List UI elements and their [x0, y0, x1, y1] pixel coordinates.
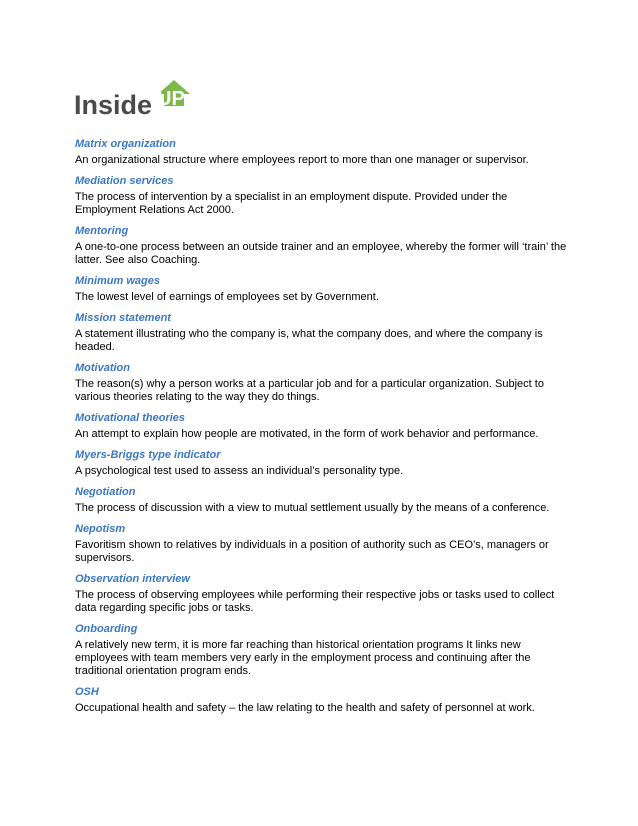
glossary-term: Myers-Briggs type indicator	[75, 449, 221, 461]
logo-text-main: Inside	[74, 90, 153, 120]
glossary-term: Matrix organization	[75, 138, 176, 150]
glossary-term: Motivation	[75, 362, 130, 374]
glossary-definition: The process of observing employees while performing their respective jobs or tasks used to collect data regarding specific jobs or tasks.	[75, 589, 555, 614]
glossary-term: Motivational theories	[75, 412, 186, 424]
glossary-definition: An organizational structure where employees report to more than one manager or supervisor.	[75, 154, 529, 166]
glossary-definition: Favoritism shown to relatives by individuals in a position of authority such as CEO’s, managers or supervisors.	[75, 539, 549, 564]
glossary-definition: The reason(s) why a person works at a particular job and for a particular organization. Subject to various theories relating to the way they do things.	[75, 378, 544, 403]
glossary-term: Nepotism	[75, 523, 126, 535]
glossary-definition: Occupational health and safety – the law relating to the health and safety of personnel at work.	[75, 702, 535, 714]
glossary-entry	[75, 274, 570, 304]
insideup-logo	[74, 78, 198, 124]
glossary-definition: The lowest level of earnings of employees set by Government.	[75, 291, 379, 303]
glossary-definition: A psychological test used to assess an individual’s personality type.	[75, 465, 404, 477]
glossary-term: Mediation services	[75, 175, 174, 187]
glossary-definition: The process of intervention by a specialist in an employment dispute. Provided under the Employment Relations Act 2000.	[75, 191, 508, 216]
glossary-entry	[75, 224, 570, 267]
logo-text-accent: UP	[157, 88, 185, 110]
glossary-entry	[75, 572, 570, 615]
glossary-entry	[75, 174, 570, 217]
glossary-definition: An attempt to explain how people are motivated, in the form of work behavior and performance.	[75, 428, 539, 440]
glossary-entry	[75, 137, 570, 167]
glossary-entry	[75, 311, 570, 354]
glossary-entry	[75, 622, 570, 678]
glossary-entry	[75, 485, 570, 515]
glossary-definition: A one-to-one process between an outside trainer and an employee, whereby the former will ‘train’ the latter. See also Coaching.	[75, 241, 567, 266]
glossary-definition: A relatively new term, it is more far reaching than historical orientation programs It links new employees with team members very early in the employment process and continuing after the traditional orientation program ends.	[75, 639, 531, 677]
glossary-entry	[75, 685, 570, 715]
glossary-term: Minimum wages	[75, 275, 160, 287]
glossary-term: OSH	[75, 686, 99, 698]
glossary-entry	[75, 361, 570, 404]
insideup-logo-graphic	[74, 78, 198, 124]
glossary-definition: A statement illustrating who the company is, what the company does, and where the company is headed.	[75, 328, 543, 353]
glossary-term: Onboarding	[75, 623, 138, 635]
glossary-definition: The process of discussion with a view to mutual settlement usually by the means of a conference.	[75, 502, 550, 514]
glossary-term: Observation interview	[75, 573, 190, 585]
glossary-list	[75, 137, 570, 722]
glossary-term: Mentoring	[75, 225, 129, 237]
glossary-entry	[75, 411, 570, 441]
glossary-entry	[75, 522, 570, 565]
glossary-term: Negotiation	[75, 486, 136, 498]
glossary-entry	[75, 448, 570, 478]
glossary-term: Mission statement	[75, 312, 171, 324]
